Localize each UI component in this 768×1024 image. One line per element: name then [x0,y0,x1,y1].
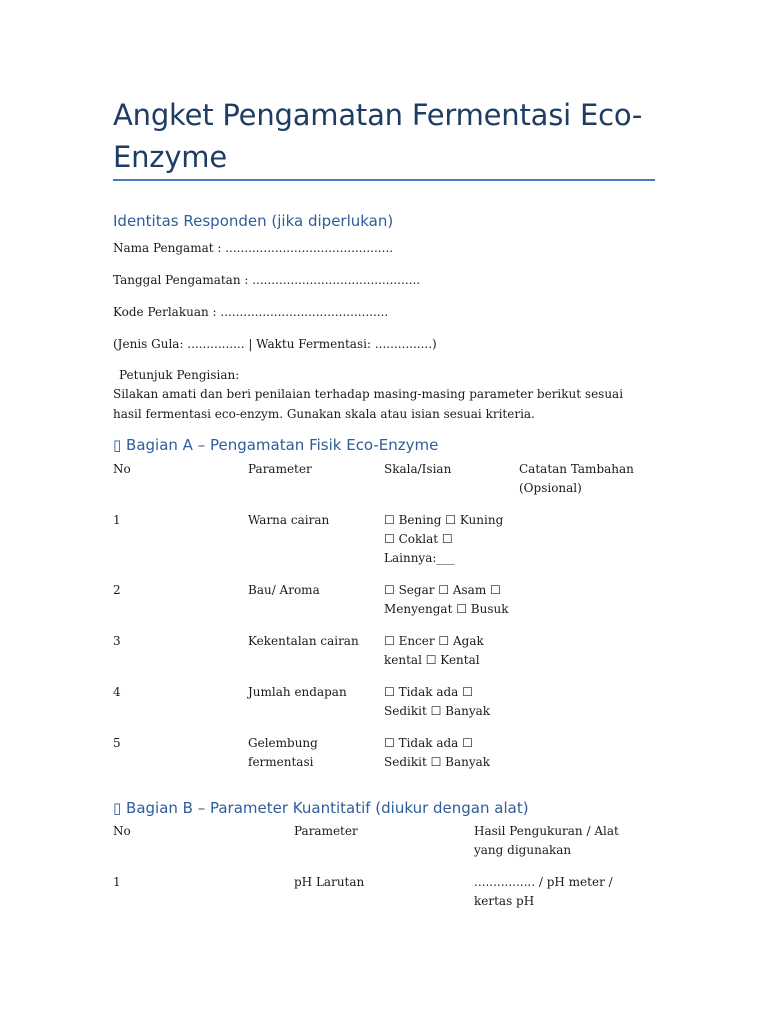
instructions-text: Silakan amati dan beri penilaian terhadap masing-masing parameter berikut sesuai hasil fermentasi eco-enzym. Gunakan skala atau isian sesuai kriteria. [113,387,624,421]
row-number: 5 [113,736,121,750]
table-b-header-parameter: Parameter [294,824,358,838]
instructions-label: Petunjuk Pengisian: [119,368,240,382]
row-result: ................ / pH meter / kertas pH [474,875,613,908]
row-scale: ☐ Tidak ada ☐ Sedikit ☐ Banyak [384,736,491,769]
table-b-header-result: Hasil Pengukuran / Alat yang digunakan [474,824,619,857]
document-title: Angket Pengamatan Fermentasi Eco-Enzyme [113,98,643,174]
row-scale: ☐ Segar ☐ Asam ☐ Menyengat ☐ Busuk [384,583,509,616]
treatment-code-field: Kode Perlakuan : ............................................ [113,305,389,319]
row-parameter: Kekentalan cairan [248,634,359,648]
table-a-header-scale: Skala/Isian [384,462,452,476]
row-number: 3 [113,634,121,648]
table-a-header-parameter: Parameter [248,462,312,476]
row-parameter: Jumlah endapan [248,685,347,699]
table-a-header-no: No [113,462,131,476]
row-parameter: Warna cairan [248,513,330,527]
row-scale: ☐ Tidak ada ☐ Sedikit ☐ Banyak [384,685,491,718]
row-number: 1 [113,875,121,889]
row-parameter: Bau/ Aroma [248,583,320,597]
row-scale: ☐ Encer ☐ Agak kental ☐ Kental [384,634,484,667]
row-number: 1 [113,513,121,527]
title-underline [113,179,655,181]
row-scale: ☐ Bening ☐ Kuning ☐ Coklat ☐ Lainnya:___ [384,513,504,565]
observation-date-field: Tanggal Pengamatan : ............................................ [113,273,421,287]
sugar-time-field: (Jenis Gula: ............... | Waktu Fermentasi: ...............) [113,337,437,351]
row-number: 2 [113,583,121,597]
table-b-header-no: No [113,824,131,838]
table-a-header-notes: Catatan Tambahan (Opsional) [519,462,634,495]
row-number: 4 [113,685,121,699]
row-parameter: pH Larutan [294,875,365,889]
identity-heading: Identitas Responden (jika diperlukan) [113,212,394,230]
section-b-heading: ▯ Bagian B – Parameter Kuantitatif (diukur dengan alat) [113,799,529,817]
observer-name-field: Nama Pengamat : ............................................ [113,241,394,255]
section-a-heading: ▯ Bagian A – Pengamatan Fisik Eco-Enzyme [113,436,439,454]
row-parameter: Gelembung fermentasi [248,736,318,769]
